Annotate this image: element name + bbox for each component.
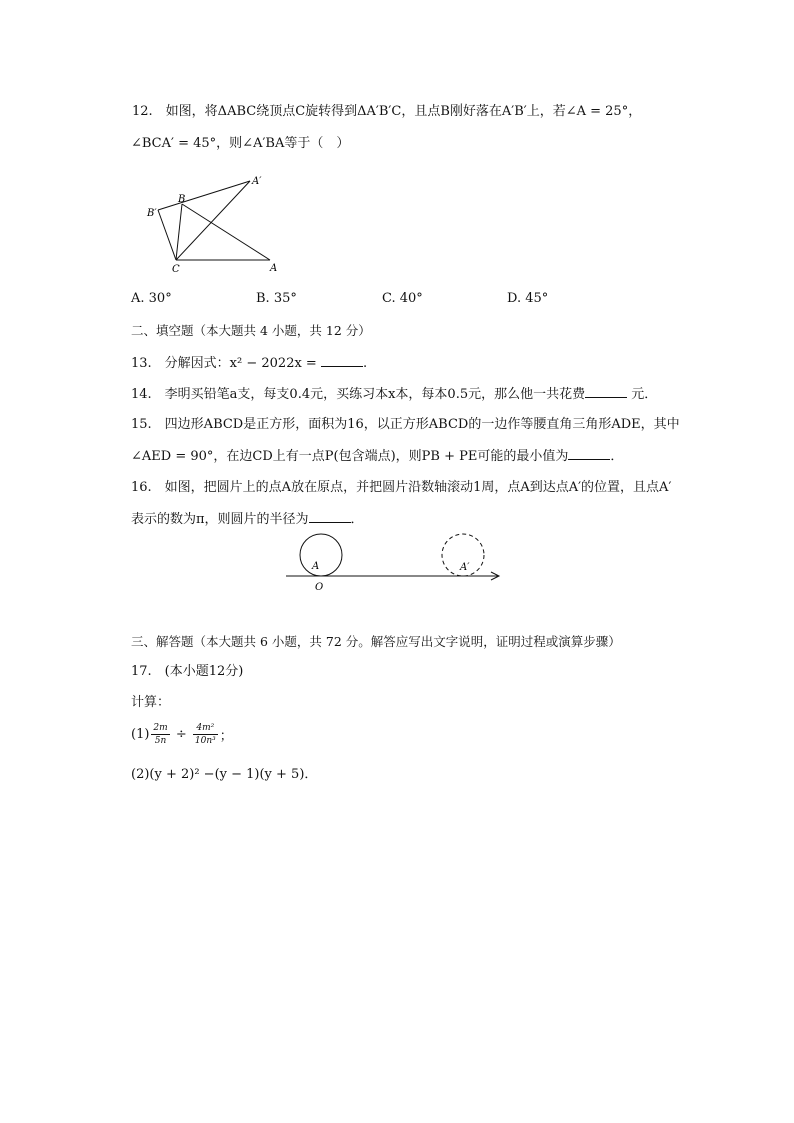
q12-triangle-figure (140, 172, 290, 276)
label-A-prime: A′ (252, 176, 262, 187)
q17-calc-label: 计算： (131, 695, 171, 710)
frac2-denominator: 10n³ (194, 736, 216, 746)
label-A-prime: A′ (460, 562, 470, 573)
section-heading-solve: 三、解答题（本大题共 6 小题，共 72 分。解答应写出文字说明，证明过程或演算步骤） (131, 634, 621, 649)
answer-blank[interactable] (585, 385, 627, 398)
label-B: B (178, 194, 186, 205)
q13-text: 13. 分解因式：x² − 2022x = (131, 356, 317, 371)
fraction-1 (151, 722, 169, 747)
fraction-2 (193, 722, 218, 747)
q16-tail: ． (350, 512, 364, 527)
q13-tail: . (362, 356, 368, 371)
q14-tail: 元． (631, 387, 658, 402)
q12-choices (131, 291, 611, 309)
choice-a[interactable]: A. 30° (131, 291, 172, 306)
label-O: O (315, 582, 324, 593)
q15-line1: 15. 四边形ABCD是正方形，面积为16，以正方形ABCD的一边作等腰直角三角形ADE，其中 (131, 417, 680, 432)
q16-line2 (131, 510, 364, 529)
q13 (131, 354, 367, 373)
section-heading-fill-in: 二、填空题（本大题共 4 小题，共 12 分） (131, 323, 371, 338)
answer-blank[interactable] (568, 447, 610, 460)
q12-line1: 12. 如图，将ΔABC绕顶点C旋转得到ΔA′B′C，且点B刚好落在A′B′上，若∠A = 25°， (132, 104, 642, 119)
frac1-denominator: 5n (154, 736, 167, 746)
q17-title: 17. (本小题12分) (131, 664, 244, 679)
q16-line1: 16. 如图，把圆片上的点A放在原点，并把圆片沿数轴滚动1周，点A到达点A′的位置，且点A′ (131, 480, 672, 495)
q17-part1 (131, 722, 233, 756)
label-C: C (172, 264, 180, 275)
answer-blank[interactable] (309, 510, 351, 523)
choice-d[interactable]: D. 45° (507, 291, 549, 306)
q15-tail: ． (610, 449, 624, 464)
frac1-numerator: 2m (153, 723, 168, 733)
label-A: A (312, 561, 320, 572)
q16-number-line-figure (280, 530, 510, 594)
label-A: A (270, 263, 278, 274)
part1-end: ； (219, 729, 233, 744)
label-B-prime: B′ (147, 208, 157, 219)
answer-blank[interactable] (321, 354, 363, 367)
q15-text: ∠AED = 90°，在边CD上有一点P(包含端点)，则PB + PE可能的最小值为 (131, 449, 569, 464)
q17-part2: (2)(y + 2)² −(y − 1)(y + 5)． (131, 767, 318, 782)
choice-c[interactable]: C. 40° (382, 291, 423, 306)
q12-line2: ∠BCA′ = 45°，则∠A′BA等于（ ） (131, 136, 350, 151)
frac2-numerator: 4m² (193, 722, 218, 735)
q15-line2 (131, 447, 623, 466)
part1-prefix: (1) (131, 727, 150, 742)
q14-text: 14. 李明买铅笔a支，每支0.4元，买练习本x本，每本0.5元，那么他一共花费 (131, 387, 586, 402)
q14 (131, 385, 657, 404)
q16-text: 表示的数为π，则圆片的半径为 (131, 512, 309, 527)
divide-sign: ÷ (175, 727, 187, 742)
choice-b[interactable]: B. 35° (256, 291, 297, 306)
